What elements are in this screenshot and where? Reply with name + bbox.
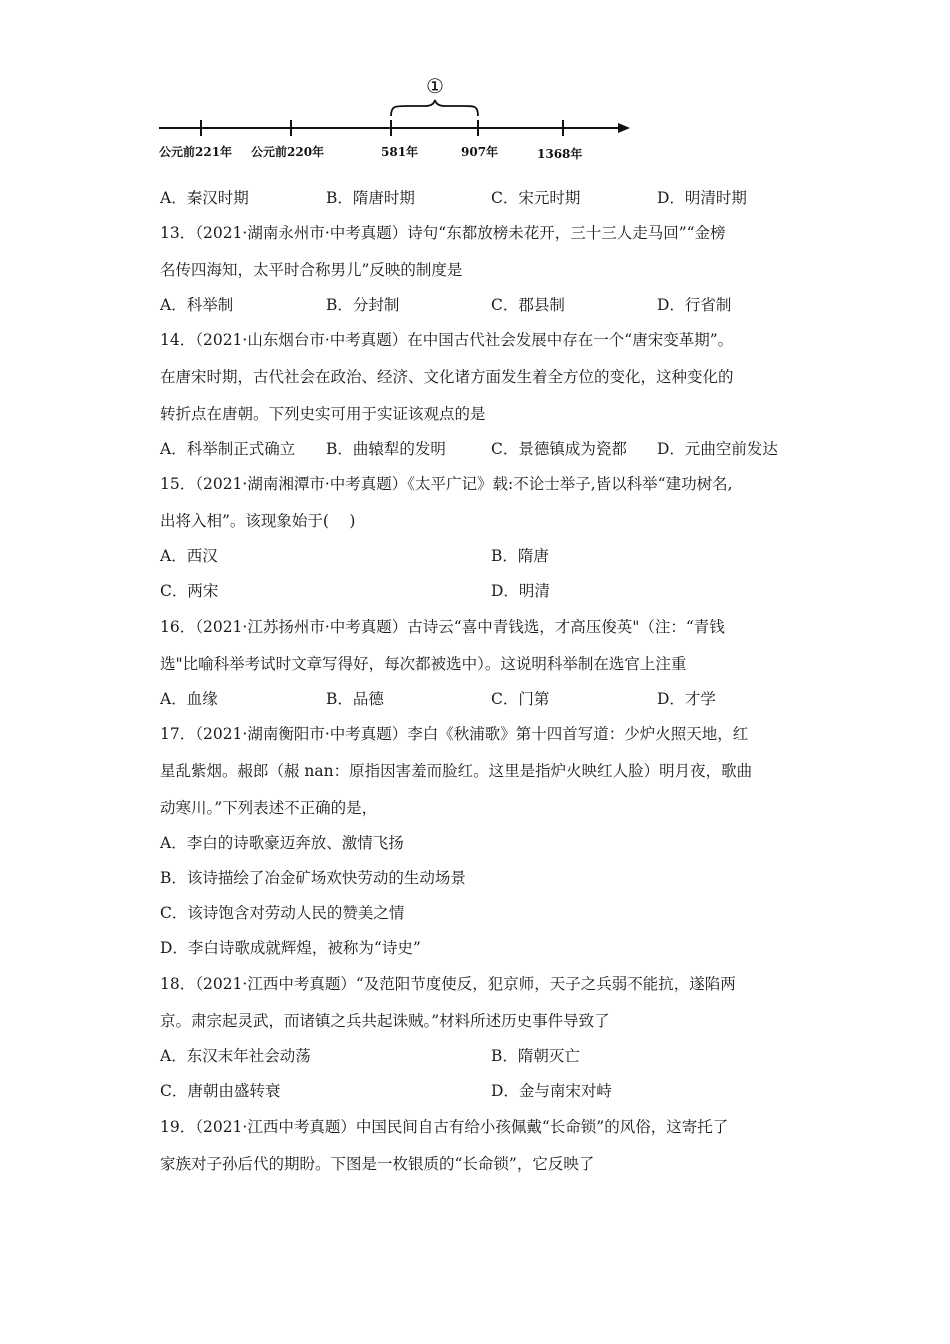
q15-option-b: B．隋唐 [491,547,549,565]
q17-stem-line-2: 星乱紫烟。赧郎（赧 nan：原指因害羞而脸红。这里是指炉火映红人脸）明月夜，歌曲 [160,762,753,780]
q18-stem-line-1: 18．（2021·江西中考真题）“及范阳节度使反，犯京师，天子之兵弱不能抗，遂陷两 [160,975,736,993]
timeline-arrow [618,123,630,133]
q18-stem-line-2: 京。肃宗起灵武，而诸镇之兵共起诛贼。”材料所述历史事件导致了 [160,1012,610,1030]
q15-option-a: A．西汉 [160,547,218,565]
q16-option-a: A．血缘 [160,690,218,708]
q15-option-c: C．两宋 [160,582,219,600]
q18-option-b: B．隋朝灭亡 [491,1047,580,1065]
q13-stem-line-1: 13．（2021·湖南永州市·中考真题）诗句“东都放榜未花开，三十三人走马回”“金榜 [160,224,726,242]
q13-option-d: D．行省制 [657,296,732,314]
q16-option-d: D．才学 [657,690,716,708]
q15-stem-line-2: 出将入相”。该现象始于( ) [160,512,356,530]
q14-stem-line-2: 在唐宋时期，古代社会在政治、经济、文化诸方面发生着全方位的变化，这种变化的 [160,368,734,386]
q13-option-a: A．科举制 [160,296,234,314]
timeline-label-1368: 1368年 [537,147,583,161]
timeline-diagram [155,70,645,170]
q13-option-b: B．分封制 [326,296,400,314]
q12-option-c: C．宋元时期 [491,189,581,207]
q18-option-c: C．唐朝由盛转衰 [160,1082,281,1100]
timeline-label-907: 907年 [461,145,499,159]
q15-stem-line-1: 15．（2021·湖南湘潭市·中考真题）《太平广记》载:不论士举子,皆以科举“建功树名, [160,475,733,493]
q14-option-b: B．曲辕犁的发明 [326,440,446,458]
q17-option-a: A．李白的诗歌豪迈奔放、激情飞扬 [160,834,404,852]
q17-stem-line-1: 17．（2021·湖南衡阳市·中考真题）李白《秋浦歌》第十四首写道：少炉火照天地，红 [160,725,749,743]
q16-stem-line-1: 16．（2021·江苏扬州市·中考真题）古诗云“喜中青钱选，才高压俊英"（注：“青钱 [160,618,725,636]
q14-stem-line-3: 转折点在唐朝。下列史实可用于实证该观点的是 [160,405,486,423]
timeline-label-581: 581年 [381,145,419,159]
q14-stem-line-1: 14．（2021·山东烟台市·中考真题）在中国古代社会发展中存在一个“唐宋变革期”。 [160,331,734,349]
q18-option-d: D．金与南宋对峙 [491,1082,612,1100]
q16-stem-line-2: 选"比喻科举考试时文章写得好，每次都被选中）。这说明科举制在选官上注重 [160,655,687,673]
q13-option-c: C．郡县制 [491,296,565,314]
q15-option-d: D．明清 [491,582,550,600]
q12-option-a: A．秦汉时期 [160,189,249,207]
q17-stem-line-3: 动寒川。”下列表述不正确的是， [160,799,378,817]
q13-stem-line-2: 名传四海知，太平时合称男儿”反映的制度是 [160,261,463,279]
q16-option-b: B．品德 [326,690,384,708]
q14-option-c: C．景德镇成为瓷都 [491,440,627,458]
q16-option-c: C．门第 [491,690,550,708]
q17-option-d: D．李白诗歌成就辉煌，被称为“诗史” [160,939,421,957]
q12-option-d: D．明清时期 [657,189,747,207]
timeline-brace [391,100,478,116]
timeline-marker: ① [426,74,444,98]
q12-option-b: B．隋唐时期 [326,189,415,207]
q14-option-d: D．元曲空前发达 [657,440,778,458]
q14-option-a: A．科举制正式确立 [160,440,296,458]
q17-option-c: C．该诗饱含对劳动人民的赞美之情 [160,904,405,922]
q18-option-a: A．东汉末年社会动荡 [160,1047,311,1065]
timeline-label-220bc: 公元前220年 [251,145,325,159]
timeline-label-221bc: 公元前221年 [159,145,233,159]
q17-option-b: B．该诗描绘了冶金矿场欢快劳动的生动场景 [160,869,466,887]
q19-stem-line-1: 19．（2021·江西中考真题）中国民间自古有给小孩佩戴“长命锁”的风俗，这寄托了 [160,1118,729,1136]
q19-stem-line-2: 家族对子孙后代的期盼。下图是一枚银质的“长命锁”，它反映了 [160,1155,595,1173]
